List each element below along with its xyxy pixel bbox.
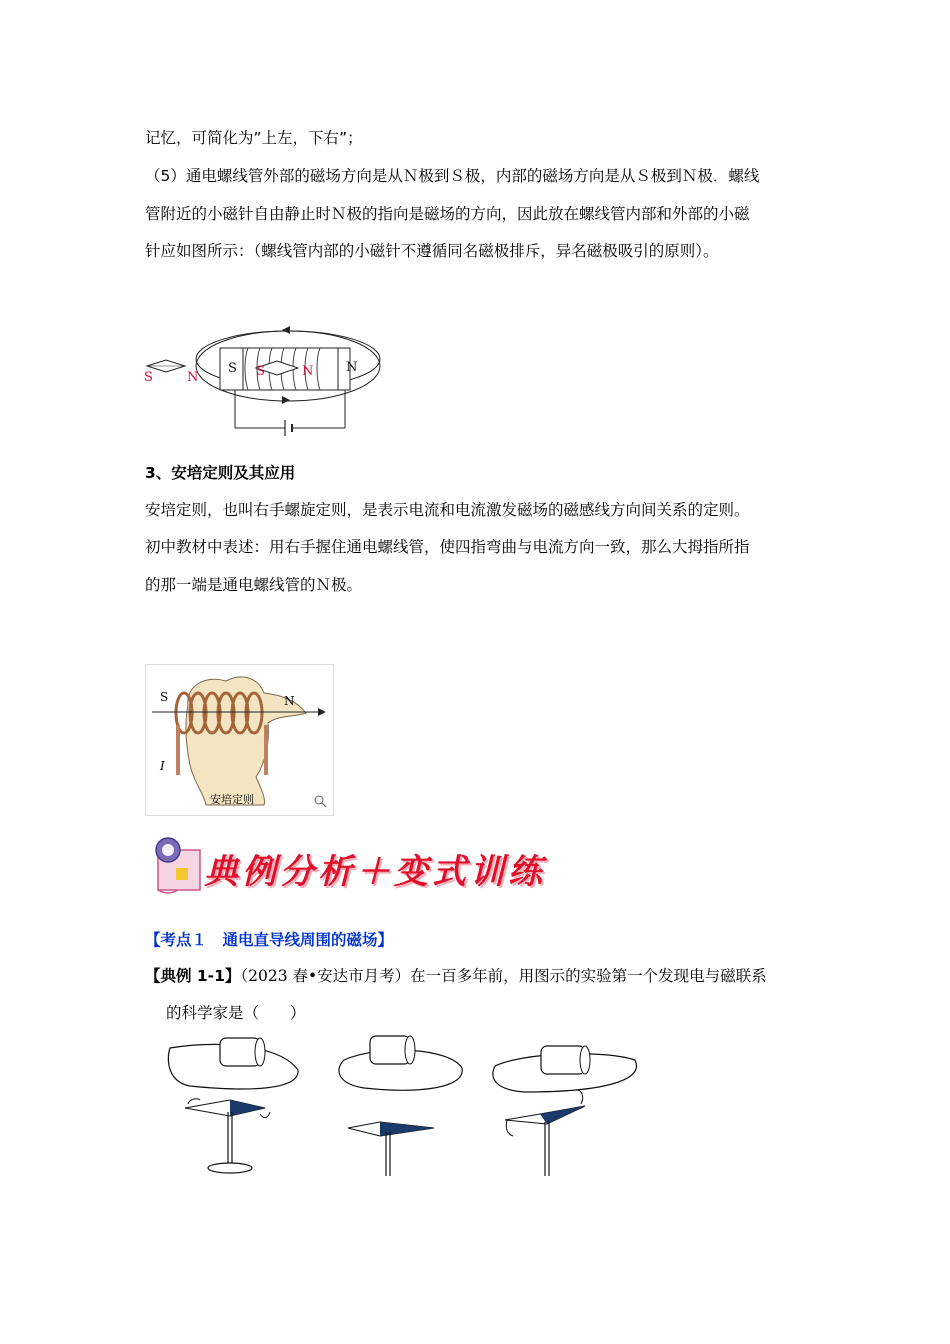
banner-title: 典例分析＋变式训练 bbox=[204, 852, 546, 892]
text-line-6: 初中教材中表述：用右手握住通电螺线管，使四指弯曲与电流方向一致，那么大拇指所指 bbox=[145, 538, 750, 556]
zoom-icon[interactable] bbox=[315, 796, 323, 804]
text-line-2: （5）通电螺线管外部的磁场方向是从Ｎ极到Ｓ极，内部的磁场方向是从Ｓ极到Ｎ极．螺线 bbox=[145, 167, 760, 185]
outer-s-label: S bbox=[144, 370, 153, 385]
section-3-heading: 3、安培定则及其应用 bbox=[145, 464, 296, 482]
text-line-7: 的那一端是通电螺线管的Ｎ极。 bbox=[145, 576, 363, 594]
outer-n-label: N bbox=[187, 370, 199, 385]
text-line-1: 记忆，可简化为”上左，下右”； bbox=[145, 129, 363, 147]
current-i-label: I bbox=[160, 759, 165, 773]
solenoid-n-label: N bbox=[346, 360, 358, 375]
banner-scroll-icon bbox=[148, 834, 208, 896]
hand-caption: 安培定则 bbox=[210, 793, 254, 806]
experiment-figure-1 bbox=[160, 1030, 310, 1180]
hand-s-label: S bbox=[160, 690, 169, 704]
inner-n-label: N bbox=[302, 364, 314, 379]
example-text: （2023 春•安达市月考）在一百多年前，用图示的实验第一个发现电与磁联系 bbox=[240, 967, 767, 985]
example-line bbox=[145, 966, 815, 986]
inner-s-label: S bbox=[256, 364, 265, 379]
ampere-rule-figure bbox=[145, 664, 334, 816]
example-tag: 【典例 1-1】 bbox=[145, 967, 241, 985]
text-line-5: 安培定则，也叫右手螺旋定则，是表示电流和电流激发磁场的磁感线方向间关系的定则。 bbox=[145, 501, 750, 519]
hand-n-label: N bbox=[284, 694, 295, 708]
experiment-figure-2 bbox=[330, 1030, 480, 1180]
solenoid-s-label: S bbox=[228, 361, 237, 376]
experiment-figure-3 bbox=[485, 1030, 645, 1180]
kaodian-heading: 【考点１ 通电直导线周围的磁场】 bbox=[145, 931, 394, 949]
example-banner bbox=[148, 834, 548, 896]
hand-illustration bbox=[146, 665, 333, 815]
solenoid-figure bbox=[140, 318, 400, 443]
text-line-3: 管附近的小磁针自由静止时Ｎ极的指向是磁场的方向，因此放在螺线管内部和外部的小磁 bbox=[145, 205, 750, 223]
text-line-4: 针应如图所示：（螺线管内部的小磁针不遵循同名磁极排斥，异名磁极吸引的原则）。 bbox=[145, 242, 719, 260]
example-line-2: 的科学家是（ ） bbox=[166, 1004, 306, 1022]
